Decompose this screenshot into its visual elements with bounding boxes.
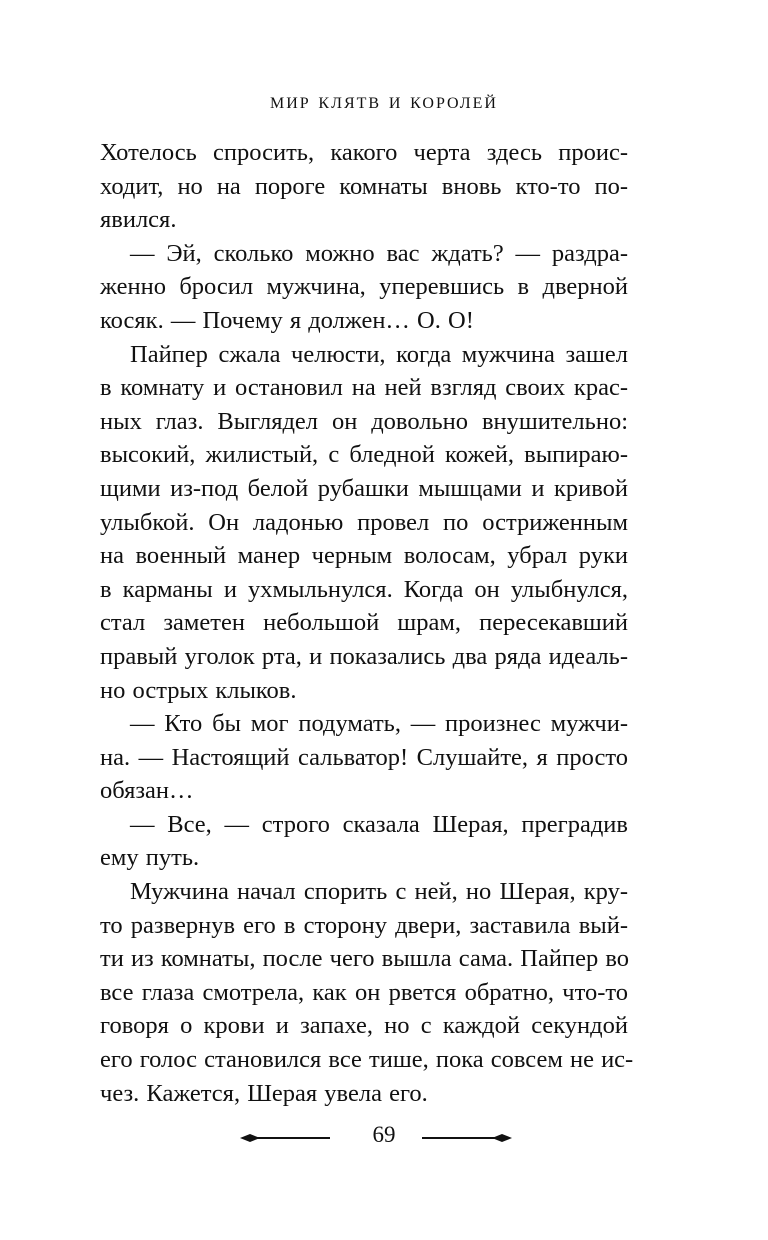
text-line: говоря о крови и запахе, но с каждой секундой — [100, 1012, 628, 1040]
text-line: улыбкой. Он ладонью провел по остриженным — [100, 508, 628, 536]
text-line: — Все, — строго сказала Шерая, преградив — [130, 810, 628, 838]
text-line: ти из комнаты, после чего вышла сама. Пайпер во — [100, 945, 629, 973]
text-line: Хотелось спросить, какого черта здесь проис- — [100, 139, 628, 166]
right-ornament-icon — [418, 1120, 518, 1156]
text-line: чез. Кажется, Шерая увела его. — [100, 1079, 428, 1107]
page-footer — [0, 1120, 768, 1156]
text-line: но острых клыков. — [100, 676, 297, 704]
text-line: ему путь. — [100, 844, 200, 872]
text-line: стал заметен небольшой шрам, пересекавший — [100, 609, 628, 637]
text-line: ходит, но на пороге комнаты вновь кто-то по- — [100, 172, 628, 200]
paragraph — [100, 136, 628, 237]
text-line: обязан… — [100, 777, 194, 805]
paragraph — [100, 875, 634, 1110]
text-line: на военный манер черным волосам, убрал руки — [100, 542, 628, 570]
page-number: 69 — [372, 1122, 396, 1147]
text-line: щими из-под белой рубашки мышцами и кривой — [100, 474, 628, 502]
running-title: мир клятв и королей — [270, 88, 498, 113]
text-line: — Эй, сколько можно вас ждать? — раздра- — [130, 239, 628, 267]
text-line: на. — Настоящий сальватор! Слушайте, я просто — [100, 743, 628, 771]
text-line: явился. — [100, 206, 177, 234]
text-line: все глаза смотрела, как он рвется обратно, что-то — [100, 978, 628, 1006]
text-line: Пайпер сжала челюсти, когда мужчина зашел — [130, 340, 628, 368]
paragraph — [100, 808, 628, 875]
text-line: высокий, жилистый, с бледной кожей, выпираю- — [100, 441, 628, 469]
text-line: то развернув его в сторону двери, заставила вый- — [100, 911, 628, 939]
paragraph — [100, 338, 628, 708]
text-line: Мужчина начал спорить с ней, но Шерая, кру- — [130, 878, 628, 906]
text-line: ных глаз. Выглядел он довольно внушительно: — [100, 407, 628, 435]
text-line: косяк. — Почему я должен… О. О! — [100, 306, 474, 334]
text-line: женно бросил мужчина, уперевшись в дверной — [100, 273, 628, 301]
paragraph — [100, 707, 628, 808]
paragraph — [100, 237, 628, 338]
text-line: в комнату и остановил на ней взгляд своих крас- — [100, 374, 628, 402]
text-line: правый уголок рта, и показались два ряда идеаль- — [100, 642, 628, 670]
text-line: его голос становился все тише, пока совсем не ис- — [100, 1046, 634, 1074]
text-line: — Кто бы мог подумать, — произнес мужчи- — [130, 710, 628, 738]
text-line: в карманы и ухмыльнулся. Когда он улыбнулся, — [100, 575, 628, 603]
body-text — [100, 136, 634, 1110]
